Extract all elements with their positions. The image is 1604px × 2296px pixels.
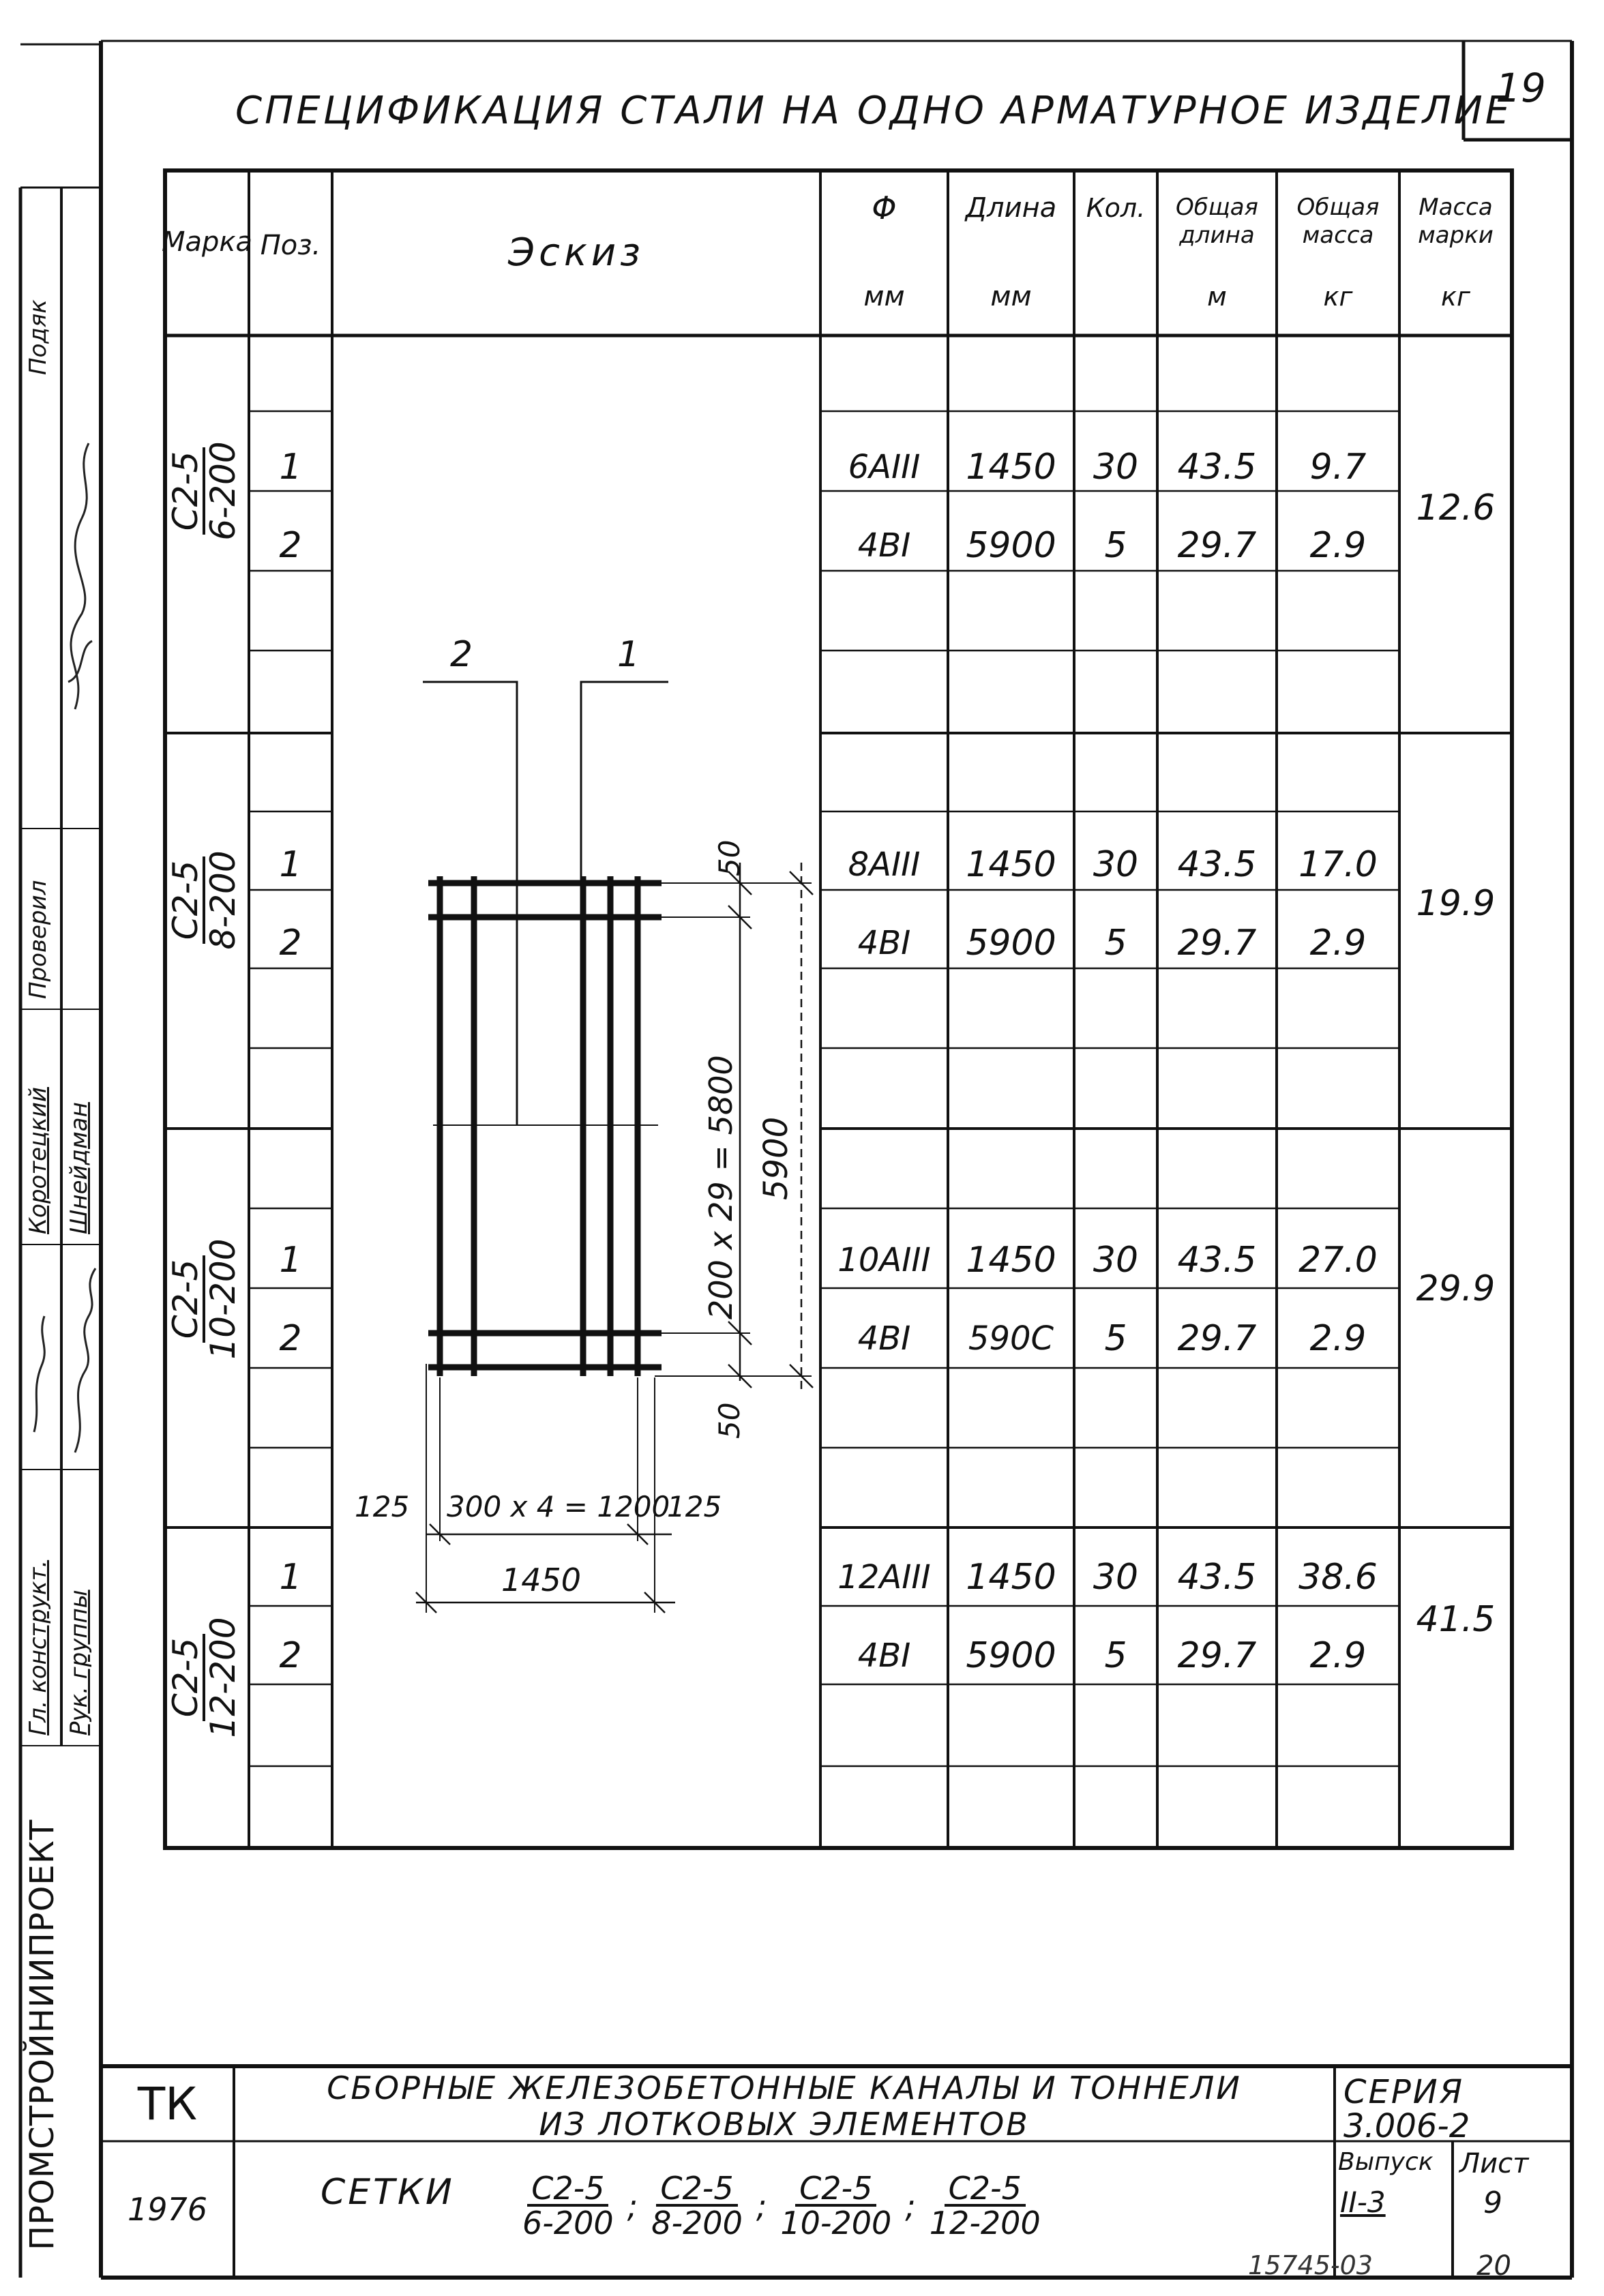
title-block-vypusk-label: Выпуск: [1338, 2148, 1434, 2176]
length-cell: 1450: [966, 446, 1056, 488]
title-mark-3: $\frac{С2-5}{10-200}$: [780, 2169, 892, 2241]
header-massa-marki: Масса марки: [1418, 194, 1494, 249]
total-mass-cell: 2.9: [1309, 922, 1367, 964]
title-block-list: 9: [1483, 2186, 1502, 2220]
dim-mid-spacing: 300 x 4 = 1200: [447, 1490, 670, 1523]
title-block-series: 3.006-2: [1343, 2107, 1470, 2145]
diam-cell: 4ВI: [857, 526, 911, 565]
dim-total-width: 1450: [501, 1562, 582, 1598]
mark-label-group2: С2-5 8-200: [165, 850, 243, 950]
qty-cell: 30: [1093, 1239, 1139, 1281]
qty-cell: 30: [1093, 844, 1139, 885]
title-block-vypusk: II-3: [1340, 2186, 1386, 2219]
diam-cell: 4ВI: [857, 923, 911, 962]
length-cell: 5900: [966, 1635, 1056, 1676]
total-mass-cell: 38.6: [1298, 1556, 1378, 1598]
header-massa-marki-unit: кг: [1441, 282, 1470, 312]
dim-vertical-spacing: 200 x 29 = 5800: [702, 1055, 739, 1320]
header-dlina: Длина: [965, 192, 1057, 224]
leader-label-2: 2: [450, 634, 473, 675]
dim-right-125: 125: [667, 1490, 722, 1523]
title-block-line2: ИЗ ЛОТКОВЫХ ЭЛЕМЕНТОВ: [539, 2106, 1030, 2143]
side-org-name: ПРОМСТРОЙНИИПРОЕКТ: [23, 1819, 61, 2250]
inventory-number: 15745-03: [1248, 2250, 1373, 2280]
total-mass-cell: 2.9: [1309, 1317, 1367, 1359]
length-cell: 5900: [966, 922, 1056, 964]
side-drafted: Подяк: [25, 299, 52, 375]
title-block-series-label: СЕРИЯ: [1343, 2073, 1465, 2111]
length-cell: 1450: [966, 844, 1056, 885]
side-role-1: Гл. конструкт.: [25, 1560, 52, 1735]
total-mass-cell: 27.0: [1298, 1239, 1378, 1281]
total-length-cell: 29.7: [1177, 1317, 1257, 1359]
dim-bottom-50: 50: [713, 1402, 746, 1439]
dim-left-125: 125: [355, 1490, 410, 1523]
mark-mass-cell: 19.9: [1416, 883, 1496, 924]
length-cell: 5900: [966, 524, 1056, 566]
title-mark-4: $\frac{С2-5}{12-200}$: [929, 2169, 1041, 2241]
mark-label-group4: С2-5 12-200: [165, 1617, 243, 1738]
header-eskiz: Эскиз: [508, 230, 644, 275]
header-poz: Поз.: [260, 230, 321, 261]
side-checked: Проверил: [25, 880, 52, 999]
page-title: СПЕЦИФИКАЦИЯ СТАЛИ НА ОДНО АРМАТУРНОЕ ИЗДЕЛИЕ: [235, 89, 1513, 133]
mark-label-group1: С2-5 6-200: [165, 441, 243, 541]
total-mass-cell: 9.7: [1309, 446, 1367, 488]
title-block-list-label: Лист: [1459, 2148, 1529, 2179]
diam-cell: 4ВI: [857, 1636, 911, 1675]
dim-total-height: 5900: [757, 1116, 795, 1200]
table-row: 2: [279, 1317, 302, 1359]
mark-label-group3: С2-5 10-200: [165, 1238, 243, 1360]
title-block-marks: [518, 2141, 1045, 2271]
title-mark-2: $\frac{С2-5}{8-200}$: [651, 2169, 743, 2241]
total-length-cell: 29.7: [1177, 524, 1257, 566]
total-mass-cell: 2.9: [1309, 524, 1367, 566]
total-length-cell: 43.5: [1177, 844, 1257, 885]
leader-label-1: 1: [617, 634, 640, 675]
dim-top-50: 50: [713, 839, 746, 876]
diam-cell: 10АIII: [837, 1240, 931, 1279]
mark-mass-cell: 29.9: [1416, 1268, 1496, 1309]
header-diam: Φ: [872, 190, 897, 226]
table-row: 1: [279, 1239, 302, 1281]
sheet-number: 20: [1476, 2250, 1511, 2282]
qty-cell: 30: [1093, 1556, 1139, 1598]
separator: ;: [627, 2188, 638, 2224]
total-length-cell: 43.5: [1177, 1556, 1257, 1598]
total-mass-cell: 2.9: [1309, 1635, 1367, 1676]
page-number: 19: [1496, 65, 1546, 111]
side-name-1: Коротецкий: [25, 1087, 52, 1234]
total-length-cell: 43.5: [1177, 446, 1257, 488]
header-dlina-unit: мм: [990, 281, 1032, 312]
header-kol: Кол.: [1086, 193, 1146, 223]
title-mark-1: $\frac{С2-5}{6-200}$: [522, 2169, 614, 2241]
separator: ;: [905, 2188, 916, 2224]
qty-cell: 30: [1093, 446, 1139, 488]
side-name-2: Шнейдман: [65, 1102, 93, 1234]
header-diam-unit: мм: [863, 281, 905, 312]
total-length-cell: 43.5: [1177, 1239, 1257, 1281]
qty-cell: 5: [1104, 1317, 1127, 1359]
qty-cell: 5: [1104, 1635, 1127, 1676]
header-marka: Марка: [161, 226, 253, 258]
total-length-cell: 29.7: [1177, 922, 1257, 964]
table-row: 2: [279, 524, 302, 566]
title-block-year: 1976: [127, 2191, 208, 2228]
length-cell: 1450: [966, 1556, 1056, 1598]
total-mass-cell: 17.0: [1298, 844, 1378, 885]
table-row: 2: [279, 1635, 302, 1676]
mesh-sketch: [416, 682, 813, 1613]
title-block-code: ТК: [137, 2077, 198, 2130]
total-length-cell: 29.7: [1177, 1635, 1257, 1676]
mark-mass-cell: 41.5: [1416, 1599, 1496, 1640]
table-row: 1: [279, 1556, 302, 1598]
length-cell: 1450: [966, 1239, 1056, 1281]
header-obsh-massa: Общая масса: [1296, 194, 1380, 249]
separator: ;: [756, 2188, 767, 2224]
header-obsh-massa-unit: кг: [1323, 282, 1353, 312]
table-row: 1: [279, 446, 302, 488]
length-cell: 590С: [968, 1319, 1054, 1358]
qty-cell: 5: [1104, 524, 1127, 566]
diam-cell: 6АIII: [848, 447, 921, 486]
table-row: 2: [279, 922, 302, 964]
qty-cell: 5: [1104, 922, 1127, 964]
mark-mass-cell: 12.6: [1416, 488, 1496, 528]
diam-cell: 4ВI: [857, 1319, 911, 1358]
title-block-line1: СБОРНЫЕ ЖЕЛЕЗОБЕТОННЫЕ КАНАЛЫ И ТОННЕЛИ: [327, 2070, 1242, 2106]
diam-cell: 8АIII: [848, 845, 921, 884]
title-block-setki: СЕТКИ: [321, 2172, 455, 2213]
side-role-2: Рук. группы: [65, 1590, 93, 1735]
header-obsh-dlina: Общая длина: [1175, 194, 1259, 249]
header-obsh-dlina-unit: м: [1207, 282, 1227, 312]
diam-cell: 12АIII: [837, 1557, 931, 1596]
table-row: 1: [279, 844, 302, 885]
